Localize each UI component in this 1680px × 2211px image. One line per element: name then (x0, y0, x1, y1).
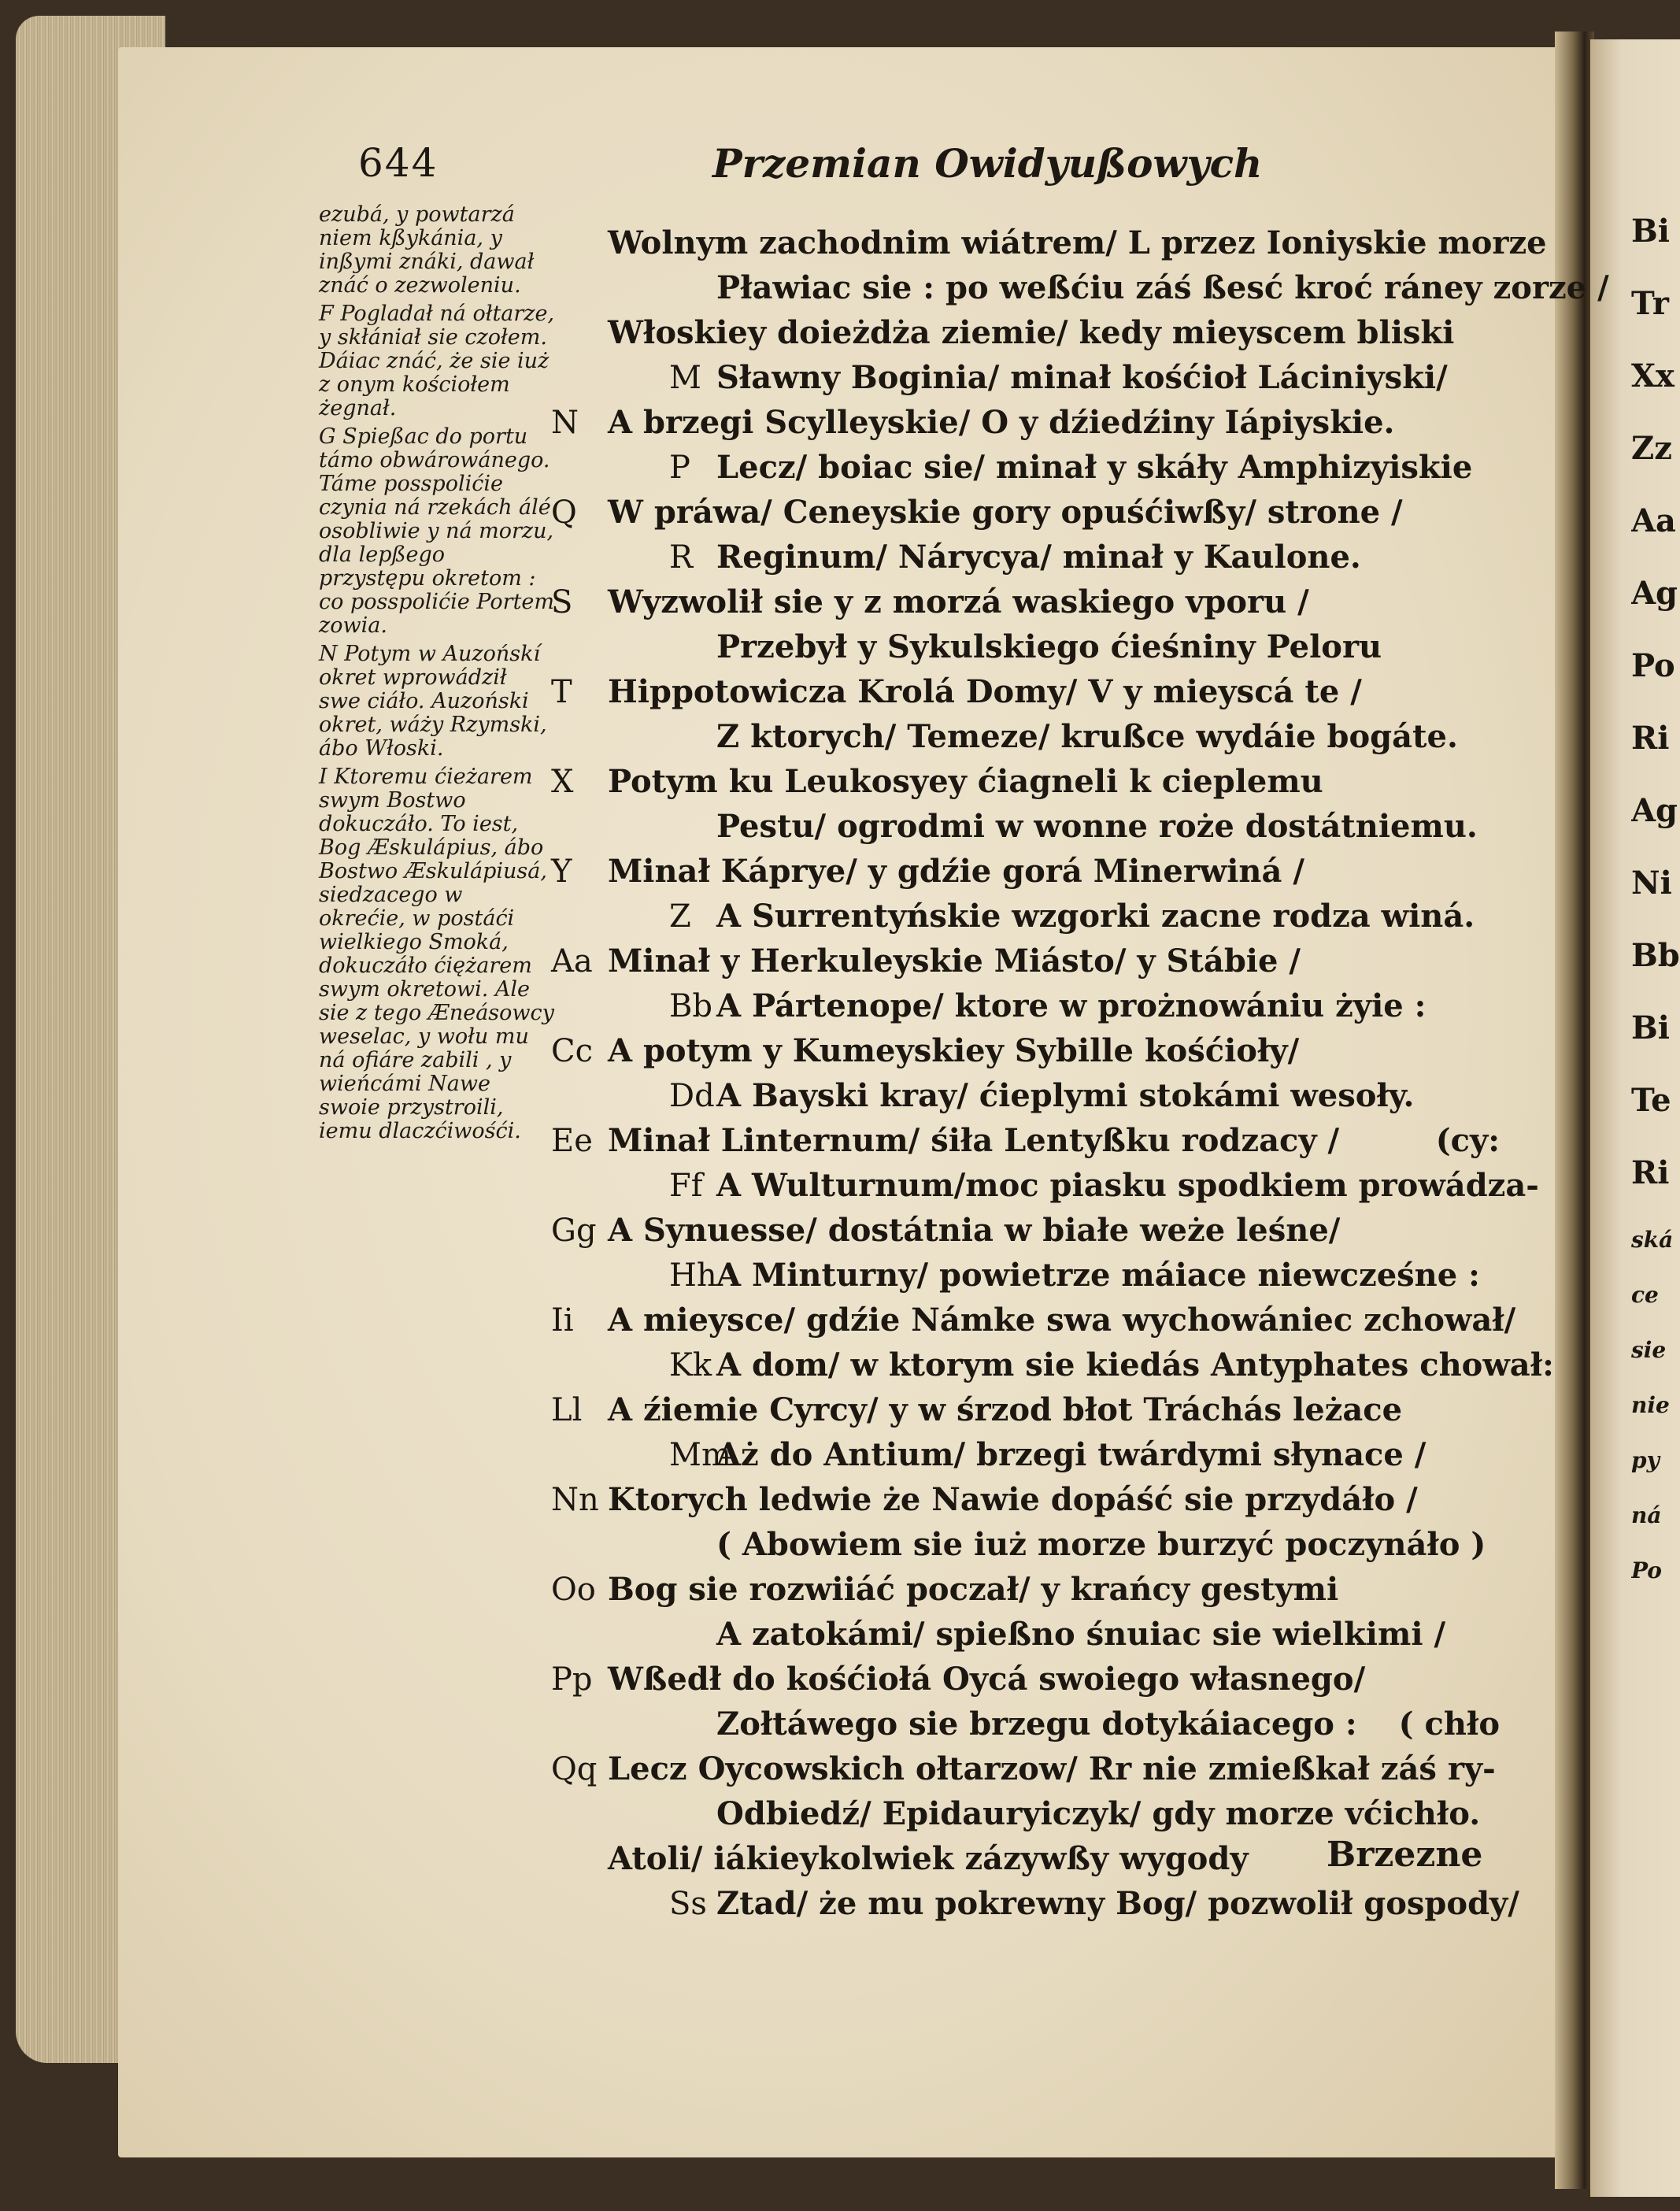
verse-line (551, 808, 1575, 853)
verse-line (551, 1436, 1575, 1481)
note-marker: Ee (551, 1123, 593, 1159)
note-marker: Dd (669, 1078, 715, 1114)
verse-line (551, 1167, 1575, 1212)
line-suffix: ( chło (1398, 1705, 1500, 1743)
facing-fragment: Te (1631, 1082, 1671, 1119)
note-marker: Aa (551, 943, 593, 980)
verse-line (551, 1302, 1575, 1346)
facing-fragment: ce (1631, 1282, 1659, 1308)
verse-line (551, 269, 1609, 314)
verse-line (551, 1661, 1575, 1705)
note-marker: P (669, 450, 690, 486)
facing-fragment: ská (1631, 1227, 1674, 1253)
verse-text-line: Lecz/ boiac sie/ minał y skáły Amphizyiskie (716, 449, 1473, 486)
running-title: Przemian Owidyußowych (712, 140, 1263, 187)
note-marker: Q (551, 494, 577, 531)
verse-text-line: Przebył y Sykulskiego ćieśniny Peloru (716, 628, 1382, 665)
facing-fragment: ná (1631, 1502, 1662, 1528)
facing-page-fragments (1631, 213, 1680, 1613)
verse-text-line: Atoli/ iákieykolwiek zázywßy wygody (608, 1840, 1249, 1877)
verse-line (551, 1257, 1575, 1302)
verse-text (551, 224, 1609, 1930)
verse-text-line: Bog sie rozwiiáć poczał/ y krańcy gestymi (608, 1571, 1339, 1608)
verse-line (551, 718, 1575, 763)
page-number: 644 (358, 140, 439, 186)
note-marker: Z (669, 898, 691, 935)
verse-text-line: Włoskiey doieżdża ziemie/ kedy mieyscem bliski (608, 314, 1455, 351)
verse-text-line: Minał y Herkuleyskie Miásto/ y Stábie / (608, 943, 1301, 980)
facing-fragment: Bi (1631, 213, 1671, 250)
verse-text-line: A mieysce/ gdźie Námke swa wychowániec zchował/ (608, 1302, 1516, 1339)
verse-text-line: Wyzwolił sie y z morzá waskiego vporu / (608, 583, 1309, 620)
verse-line (551, 898, 1575, 943)
verse-text-line: Hippotowicza Krolá Domy/ V y mieyscá te / (608, 673, 1362, 710)
verse-text-line: Ktorych ledwie że Nawie dopáść sie przydáło / (608, 1481, 1418, 1518)
note-marker: Ll (551, 1392, 583, 1428)
verse-line (551, 1077, 1575, 1122)
facing-fragment: sie (1631, 1337, 1667, 1363)
verse-line (551, 583, 1575, 628)
verse-text-line: Potym ku Leukosyey ćiagneli k cieplemu (608, 763, 1323, 800)
note-marker: M (669, 360, 701, 396)
verse-text-line: A Pártenope/ ktore w prożnowániu żyie : (716, 987, 1427, 1024)
verse-text-line: Reginum/ Nárycya/ minał y Kaulone. (716, 539, 1361, 576)
verse-text-line: Minał Káprye/ y gdźie gorá Minerwiná / (608, 853, 1304, 890)
verse-line (551, 628, 1575, 673)
margin-note: F Pogladał ná ołtarze, y skłániał sie czołem. Dáiac znáć, że sie iuż z onym kościołem żegnał. (319, 302, 555, 420)
note-marker: T (551, 674, 572, 710)
note-marker: Cc (551, 1033, 594, 1069)
verse-line (551, 1212, 1575, 1257)
verse-line (551, 404, 1575, 449)
verse-text-line: A brzegi Scylleyskie/ O y dźiedźiny Iápiyskie. (608, 404, 1395, 441)
verse-line (551, 314, 1575, 359)
verse-text-line: A dom/ w ktorym sie kiedás Antyphates chował: (716, 1346, 1554, 1383)
catchword: Brzezne (1327, 1835, 1483, 1875)
facing-fragment: py (1631, 1447, 1660, 1473)
verse-line (551, 1346, 1575, 1391)
verse-line (551, 1795, 1575, 1840)
verse-line (551, 987, 1575, 1032)
verse-text-line: A Wulturnum/moc piasku spodkiem prowádza- (716, 1167, 1539, 1204)
verse-line (551, 1526, 1575, 1571)
facing-fragment: Po (1631, 1557, 1662, 1583)
note-marker: Qq (551, 1751, 598, 1787)
margin-note: I Ktoremu ćieżarem swym Bostwo dokuczáło. To iest, Bog Æskulápius, ábo Bostwo Æskulápiusá, siedzacego w okrećie, w postáći wielkiego Smoká, dokuczáło ćiężarem swym okretowi. Ale sie z tego Æneásowcy weselac, y wołu mu ná ofiáre zabili , y wieńcámi Nawe swoie przystroili, iemu dlaczćiwośći. (319, 765, 554, 1143)
verse-line (551, 224, 1575, 269)
note-marker: Mm (669, 1437, 731, 1473)
verse-text-line: A Synuesse/ dostátnia w białe weże leśne/ (608, 1212, 1341, 1249)
verse-line (551, 359, 1575, 404)
note-marker: Ff (669, 1168, 703, 1204)
verse-text-line: Lecz Oycowskich ołtarzow/ Rr nie zmießkał záś ry- (608, 1750, 1496, 1787)
note-marker: Ii (551, 1302, 574, 1339)
facing-fragment: Ag (1631, 575, 1678, 612)
facing-fragment: Xx (1631, 357, 1674, 394)
facing-fragment: Ni (1631, 865, 1672, 902)
facing-fragment: nie (1631, 1392, 1670, 1418)
running-header (358, 140, 1263, 187)
note-marker: Kk (669, 1347, 712, 1383)
note-marker: Nn (551, 1482, 599, 1518)
verse-text-line: Pestu/ ogrodmi w wonne roże dostátniemu. (716, 808, 1478, 845)
note-marker: Ss (669, 1886, 707, 1922)
verse-text-line: Zołtáwego sie brzegu dotykáiacego : (716, 1705, 1357, 1743)
note-marker: Pp (551, 1661, 593, 1698)
verse-text-line: Ztad/ że mu pokrewny Bog/ pozwolił gospody/ (716, 1885, 1519, 1922)
verse-text-line: A Surrentyńskie wzgorki zacne rodza winá. (716, 898, 1475, 935)
verse-text-line: Wolnym zachodnim wiátrem/ L przez Ioniyskie morze (608, 224, 1547, 261)
verse-line (551, 449, 1575, 494)
verse-text-line: Aż do Antium/ brzegi twárdymi słynace / (716, 1436, 1427, 1473)
verse-line (551, 763, 1575, 808)
note-marker: N (551, 405, 579, 441)
facing-fragment: Bi (1631, 1009, 1671, 1046)
verse-text-line: ( Abowiem sie iuż morze burzyć poczynáło ) (716, 1526, 1486, 1563)
verse-line (551, 1391, 1575, 1436)
note-marker: S (551, 584, 573, 620)
note-marker: Bb (669, 988, 712, 1024)
verse-line (551, 673, 1575, 718)
verse-text-line: W práwa/ Ceneyskie gory opuśćiwßy/ strone / (608, 494, 1403, 531)
verse-line (551, 494, 1575, 539)
verse-line (551, 1750, 1575, 1795)
note-marker: R (669, 539, 694, 576)
facing-fragment: Po (1631, 647, 1675, 684)
verse-text-line: Z ktorych/ Temeze/ krußce wydáie bogáte. (716, 718, 1458, 755)
verse-line (551, 1571, 1575, 1616)
margin-note: G Spießac do portu támo obwárowánego. Táme posspolićie czynia ná rzekách álé osobliwie y ná morzu, dla lepßego przystępu okretom : co posspolićie Portem zowia. (319, 424, 555, 638)
verse-line (551, 1705, 1575, 1750)
facing-fragment: Ri (1631, 1154, 1670, 1191)
verse-text-line: A Minturny/ powietrze máiace niewcześne : (716, 1257, 1480, 1294)
note-marker: Hh (669, 1257, 717, 1294)
margin-note: ezubá, y powtarzá niem kßykánia, y inßymi znáki, dawał znáć o zezwoleniu. (319, 202, 535, 298)
verse-text-line: A zatokámi/ spießno śnuiac sie wielkimi / (716, 1616, 1446, 1653)
verse-line (551, 1616, 1575, 1661)
verse-text-line: Minał Linternum/ śiła Lentyßku rodzacy / (608, 1122, 1340, 1159)
facing-fragment: Aa (1631, 502, 1676, 539)
verse-text-line: Odbiedź/ Epidauryiczyk/ gdy morze vćichło. (716, 1795, 1481, 1832)
verse-text-line: A źiemie Cyrcy/ y w śrzod błot Tráchás leżace (608, 1391, 1403, 1428)
verse-line (551, 1481, 1575, 1526)
line-suffix: (cy: (1435, 1122, 1500, 1159)
facing-fragment: Ri (1631, 720, 1670, 757)
verse-line (551, 1032, 1575, 1077)
note-marker: X (551, 764, 574, 800)
verse-text-line: A potym y Kumeyskiey Sybille kośćioły/ (608, 1032, 1300, 1069)
verse-text-line: Sławny Boginia/ minał kośćioł Láciniyski/ (716, 359, 1448, 396)
verse-line (551, 1122, 1575, 1167)
verse-line (551, 853, 1575, 898)
verse-text-line: A Bayski kray/ ćieplymi stokámi wesoły. (716, 1077, 1415, 1114)
verse-line (551, 1885, 1575, 1930)
facing-fragment: Ag (1631, 792, 1678, 829)
note-marker: Gg (551, 1213, 597, 1249)
note-marker: Oo (551, 1572, 596, 1608)
note-marker: Y (551, 854, 572, 890)
verse-text-line: Pławiac sie : po weßćiu záś ßesć kroć ráney zorze / (716, 269, 1609, 306)
facing-fragment: Zz (1631, 430, 1672, 467)
margin-note: N Potym w Auzońskí okret wprowádził swe ciáło. Auzoński okret, wáży Rzymski, ábo Włoski. (319, 642, 547, 761)
marginal-notes (319, 203, 555, 1148)
verse-line (551, 539, 1575, 583)
verse-line (551, 943, 1575, 987)
facing-fragment: Tr (1631, 285, 1669, 322)
verse-text-line: Wßedł do kośćiołá Oycá swoiego własnego/ (608, 1661, 1366, 1698)
facing-fragment: Bb (1631, 937, 1680, 974)
